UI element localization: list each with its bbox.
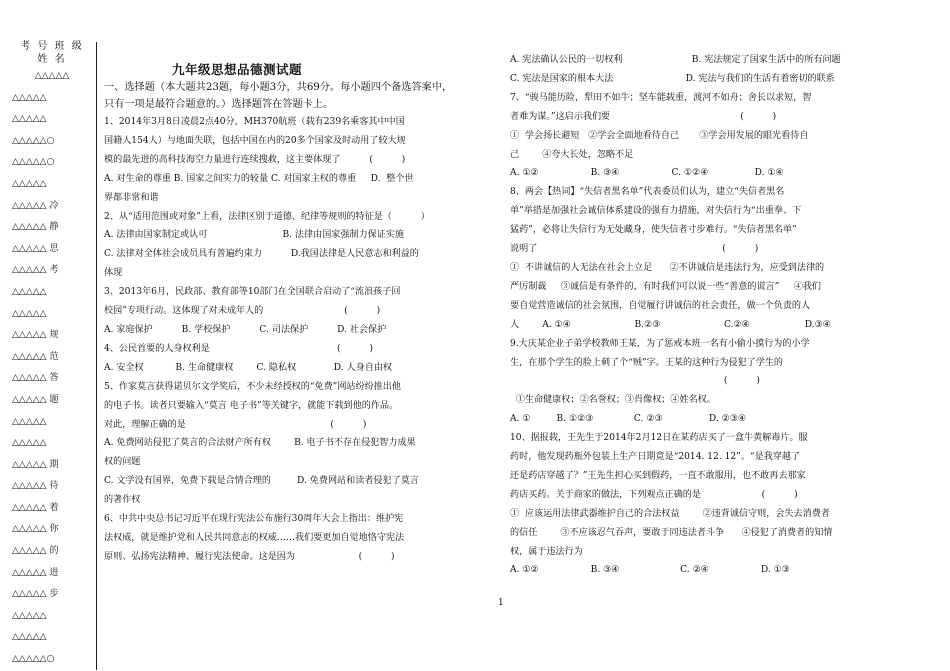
text-line: 7、“骏马能历险，犁田不如牛；坚车能载重，渡河不如舟；舍长以求短，智	[510, 92, 812, 103]
text-line: 的著作权	[104, 495, 141, 506]
text-line: A. ① B. ①②③ C. ②③ D. ②③④	[510, 414, 747, 425]
binding-mark-line: △△△△△ 你	[12, 524, 59, 535]
text-line: 法权威，就是维护党和人民共同意志的权威……我们要更加自觉地恪守宪法	[104, 532, 405, 543]
text-line: 权，属于违法行为	[510, 546, 583, 557]
text-line: 人 A. ①④ B.②③ C.②④ D.③④	[510, 319, 831, 330]
exam-title: 九年级思想品德测试题	[172, 62, 303, 77]
binding-mark-line: △△△△△ 题	[12, 394, 59, 405]
text-line: 严厉制裁 ③诚信是有条件的，有时我们可以说一些“善意的谎言” ④我们	[510, 281, 822, 292]
binding-mark-line: △△△△△	[34, 71, 70, 81]
text-line: 3、2013年6月，民政部、教育部等10部门在全国联合启动了“流浪孩子回	[104, 287, 401, 298]
section-heading-line: 一、选择题（本大题共23题，每小题3分，共69分。每小题四个备选答案中，	[104, 82, 453, 93]
binding-line-list	[12, 66, 92, 671]
page-number: 1	[498, 598, 504, 608]
text-line: 说明了 ( )	[510, 244, 759, 255]
text-line: 药店买药。关于商家的做法，下列观点正确的是 ( )	[510, 489, 798, 500]
binding-mark-line: △△△△△ 的	[12, 546, 59, 557]
right-question-list	[510, 51, 882, 580]
text-line: 1、2014年3月8日凌晨2点40分，MH370航班（载有239名乘客其中中国	[104, 117, 405, 127]
text-line: 单”举措是加强社会诚信体系建设的强有力措施，对失信行为“出重拳、下	[510, 206, 802, 217]
text-line: A. 家庭保护 B. 学校保护 C. 司法保护 D. 社会保护	[104, 324, 387, 335]
text-line: 校园”专项行动。这体现了对未成年人的 ( )	[104, 306, 381, 317]
text-line: C. 法律对全体社会成员具有普遍约束力 D.我国法律是人民意志和利益的	[104, 249, 419, 260]
text-line: C. 宪法是国家的根本大法 D. 宪法与我们的生活有着密切的联系	[510, 73, 835, 84]
text-line: 2、从“适用范围或对象”上看，法律区别于道德、纪律等规则的特征是（ ）	[104, 211, 430, 222]
right-column	[510, 51, 882, 580]
binding-mark-line: △△△△△	[12, 416, 47, 427]
text-line: 的电子书。读者只要输入“莫言 电子书”等关键字，就能下载到他的作品。	[104, 400, 399, 411]
text-line: 生，在那个学生的脸上刺了个“贼”字。王某的这种行为侵犯了学生的	[510, 357, 784, 368]
text-line: 对此，理解正确的是 ( )	[104, 419, 367, 430]
binding-mark-line: △△△△△	[12, 178, 47, 189]
text-line: ( )	[510, 376, 760, 387]
binding-mark-line: △△△△△ 考	[12, 265, 59, 276]
binding-mark-line: △△△△△ 进	[12, 567, 59, 578]
text-line: 猛药”，必将让失信行为无处藏身，使失信者寸步难行。“失信者黑名单”	[510, 225, 797, 236]
text-line: 10、据报载，王先生于2014年2月12日在某药店买了一盒牛黄解毒片。服	[510, 433, 808, 444]
binding-mark-line: △△△△△○	[12, 654, 55, 665]
binding-mark-line: △△△△△ 思	[12, 243, 59, 254]
section-heading-line: 只有一项是最符合题意的。）选择题答在答题卡上。	[104, 99, 334, 110]
binding-mark-line: △△△△△ 期	[12, 459, 59, 470]
binding-mark-line: △△△△△ 待	[12, 481, 59, 492]
text-line: ① 不讲诚信的人无法在社会上立足 ②不讲诚信是违法行为，应受到法律的	[510, 262, 825, 273]
binding-mark-line: △△△△△ 步	[12, 589, 59, 600]
text-line: A. 免费网站侵犯了莫言的合法财产所有权 B. 电子书不存在侵犯智力成果	[104, 438, 416, 449]
binding-mark-line: △△△△△○	[12, 157, 55, 168]
student-info-header: 考 号 班 级 姓 名	[20, 41, 84, 65]
binding-mark-line: △△△△△ 冷	[12, 200, 59, 211]
text-line: 模的最先进的高科技海空力量进行连续搜救，这主要体现了 ( )	[104, 154, 406, 165]
binding-mark-line: △△△△△	[12, 610, 47, 621]
left-question-list	[104, 113, 456, 567]
binding-mark-line: △△△△△ 着	[12, 502, 59, 513]
text-line: 界都非常和谐	[104, 192, 159, 203]
text-line: ① 应该运用法律武器维护自己的合法权益 ②违背诚信守则，会失去消费者	[510, 508, 830, 519]
binding-mark-line: △△△△△○	[12, 135, 55, 146]
binding-mark-line: △△△△△	[12, 308, 47, 319]
binding-divider	[96, 42, 97, 670]
binding-mark-line: △△△△△ 静	[12, 222, 59, 233]
text-line: 还是药店穿越了？”王先生担心买到假药，一直不敢服用，也不敢再去那家	[510, 470, 806, 481]
text-line: 6、中共中央总书记习近平在现行宪法公布施行30周年大会上指出：维护宪	[104, 514, 404, 525]
binding-mark-line: △△△△△	[12, 286, 47, 297]
text-line: 国籍人154人）与地面失联，包括中国在内的20多个国家及时动用了较大规	[104, 135, 406, 146]
text-line: 8、两会【热词】“失信者黑名单”代表委员们认为，建立“失信者黑名	[510, 187, 785, 198]
text-line: A. 法律由国家制定或认可 B. 法律由国家强制力保证实施	[104, 230, 405, 241]
text-line: 药时，他发现药瓶外包装上生产日期竟是“2014. 12. 12”。“是我穿越了	[510, 452, 801, 463]
text-line: ①生命健康权；②名誉权；③肖像权；④姓名权。	[510, 395, 716, 406]
text-line: 权的问题	[104, 457, 141, 468]
text-line: A. ①② B. ③④ C. ①②④ D. ①④	[510, 168, 784, 179]
binding-mark-line: △△△△△ 范	[12, 351, 59, 362]
text-line: A. 宪法确认公民的一切权利 B. 宪法规定了国家生活中的所有问题	[510, 55, 841, 65]
binding-mark-line: △△△△△ 答	[12, 373, 59, 384]
text-line: 己 ④夸大长处，忽略不足	[510, 149, 634, 160]
text-line: A. ①② B. ③④ C. ②④ D. ①③	[510, 565, 790, 576]
binding-mark-line: △△△△△	[12, 92, 47, 103]
text-line: 原则、弘扬宪法精神、履行宪法使命。这是因为 ( )	[104, 551, 395, 562]
text-line: A. 对生命的尊重 B. 国家之间实力的较量 C. 对国家主权的尊重 D. 整个世	[104, 173, 414, 184]
left-column	[104, 79, 456, 567]
binding-margin	[12, 40, 92, 671]
binding-mark-line: △△△△△ 规	[12, 330, 59, 341]
text-line: 的信任 ③不应该忍气吞声，要敢于同违法者斗争 ④侵犯了消费者的知情	[510, 527, 833, 538]
text-line: 5、作家莫言获得诺贝尔文学奖后，不少未经授权的“免费”网站纷纷推出他	[104, 381, 401, 392]
text-line: 者难为谋。”这启示我们要 ( )	[510, 111, 777, 122]
binding-mark-line: △△△△△	[12, 632, 47, 643]
binding-mark-line: △△△△△	[12, 114, 47, 125]
text-line: 体现	[104, 268, 123, 279]
text-line: C. 文学没有国界，免费下载是合情合理的 D. 免费网站和读者侵犯了莫言	[104, 476, 419, 487]
text-line: ① 学会扬长避短 ②学会全面地看待自己 ③学会用发展的眼光看待自	[510, 130, 809, 141]
text-line: 要自觉营造诚信的社会氛围，自觉履行讲诚信的社会责任，做一个负责的人	[510, 300, 811, 311]
section-heading	[104, 79, 456, 113]
binding-mark-line: △△△△△	[12, 438, 47, 449]
text-line: A. 安全权 B. 生命健康权 C. 隐私权 D. 人身自由权	[104, 362, 392, 373]
text-line: 9.大庆某企业子弟学校教师王某，为了惩戒本班一名有小偷小摸行为的小学	[510, 338, 810, 349]
text-line: 4、公民首要的人身权利是 ( )	[104, 343, 374, 354]
